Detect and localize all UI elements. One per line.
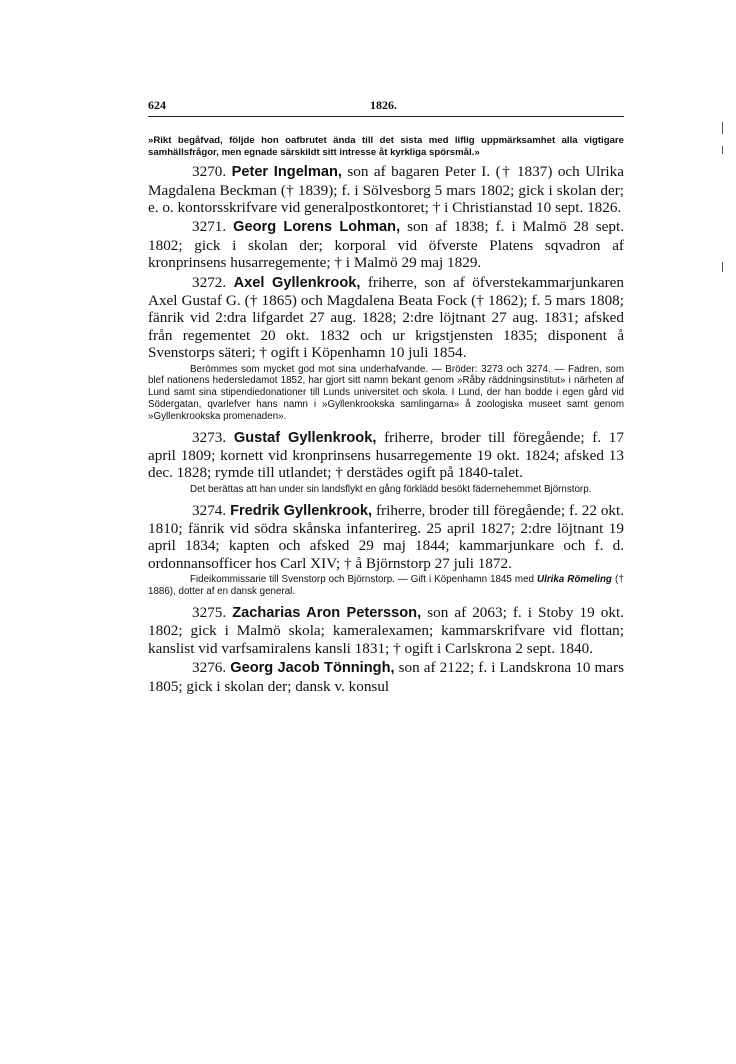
scan-edge-mark <box>722 146 723 154</box>
note-text: Fideikommissarie till Svenstorp och Björnstorp. — Gift i Köpenhamn 1845 med <box>190 574 534 586</box>
entry-text: friherre, son af öfverstekammarjunkaren Axel Gustaf G. († 1865) och Magdalena Beata Fock († 1862); f. 5 mars 1808; fänrik vid 2:dra lifgardet 27 aug. 1828; 2:dre löjtnant 27 aug. 1831; afsked från regementet 20 okt. 1832 och ur krigstjensten 1835; disponent å Svenstorps säteri; † ogift i Köpenhamn 10 juli 1854. <box>148 273 625 362</box>
entry-name: Georg Lorens Lohman, <box>233 219 401 236</box>
entry-name: Georg Jacob Tönningh, <box>230 660 395 677</box>
note-spouse-name: Ulrika Römeling <box>537 574 612 586</box>
entry-text: friherre, broder till föregående; f. 22 okt. 1810; fänrik vid södra skånska infanterireg. 25 april 1827; 2:dre löjtnant 19 april 1834; kapten och afsked 29 maj 1844; kammarjunkare och f. d. ordonnansofficer hos Carl XIV; † å Björnstorp 27 juli 1872. <box>148 501 625 572</box>
scan-edge-mark <box>722 122 723 134</box>
entry-3275 <box>148 604 624 657</box>
entry-3271 <box>148 218 624 271</box>
entry-note: Berömmes som mycket god mot sina underhafvande. — Bröder: 3273 och 3274. — Fadren, som blef nationens hedersledamot 1852, har gjort sitt namn bekant genom »Råby räddningsinstitut» i närheten af Lund samt sina stipendiedonationer till Lunds universitet och skola. I Lund, der han bodde i egen gård vid Södergatan, qvarlefver hans namn i »Gyllenkrookska samlingarna» å zoologiska museet samt genom »Gyllenkrookska promenaden». <box>148 363 624 422</box>
entry-3270 <box>148 163 624 216</box>
entry-number: 3272. <box>192 273 227 291</box>
entries <box>148 135 624 695</box>
entry-number: 3273. <box>192 428 227 446</box>
entry-name: Peter Ingelman, <box>231 164 342 181</box>
entry-3272 <box>148 274 624 362</box>
entry-text: son af bagaren Peter I. († 1837) och Ulrika Magdalena Beckman († 1839); f. i Sölvesborg 5 mars 1802; gick i skolan der; e. o. kontorsskrifvare vid generalpostkontoret; † i Christianstad 10 sept. 1826. <box>148 163 624 216</box>
entry-name: Fredrik Gyllenkrook, <box>230 502 373 519</box>
entry-number: 3270. <box>192 163 227 181</box>
entry-name: Axel Gyllenkrook, <box>233 274 361 291</box>
intro-note: »Rikt begåfvad, följde hon oafbrutet ända till det sista med liflig uppmärksamhet alla vigtigare samhällsfrågor, men egnade särskildt sitt intresse åt kyrkliga spörsmål.» <box>148 135 624 158</box>
entry-number: 3276. <box>192 659 227 677</box>
entry-note: Det berättas att han under sin landsflykt en gång förklädd besökt fädernehemmet Björnstorp. <box>190 483 592 495</box>
entry-3274 <box>148 502 624 573</box>
entry-number: 3271. <box>192 218 227 236</box>
entry-note <box>148 574 624 598</box>
entry-name: Gustaf Gyllenkrook, <box>233 429 377 446</box>
entry-text: son af 2063; f. i Stoby 19 okt. 1802; gick i Malmö skola; kameralexamen; kammarskrifvare vid flottan; kanslist vid varfsamiralens kansli 1831; † ogift i Carlskrona 2 sept. 1840. <box>148 603 625 657</box>
note-text: († 1886), dotter af en dansk general. <box>148 574 624 598</box>
entry-number: 3274. <box>192 501 227 519</box>
running-year: 1826. <box>370 98 397 112</box>
scan-edge-mark <box>722 262 723 272</box>
entry-text: friherre, broder till föregående; f. 17 april 1809; kornett vid kronprinsens husarregemente 19 okt. 1824; afsked 13 dec. 1828; rymde till utlandet; † derstädes ogift på 1840-talet. <box>148 428 624 482</box>
entry-text: son af 1838; f. i Malmö 28 sept. 1802; gick i skolan der; korporal vid öfverste Platens sqvadron af kronprinsens husarregemente; † i Malmö 29 maj 1829. <box>148 218 625 272</box>
entry-number: 3275. <box>192 603 227 621</box>
entry-3276 <box>148 659 624 695</box>
entry-3273 <box>148 429 624 482</box>
page-number: 624 <box>148 98 166 112</box>
entry-name: Zacharias Aron Petersson, <box>232 604 422 621</box>
book-page <box>148 98 624 697</box>
page-header <box>148 98 624 117</box>
entry-text: son af 2122; f. i Landskrona 10 mars 1805; gick i skolan der; dansk v. konsul <box>148 659 624 695</box>
